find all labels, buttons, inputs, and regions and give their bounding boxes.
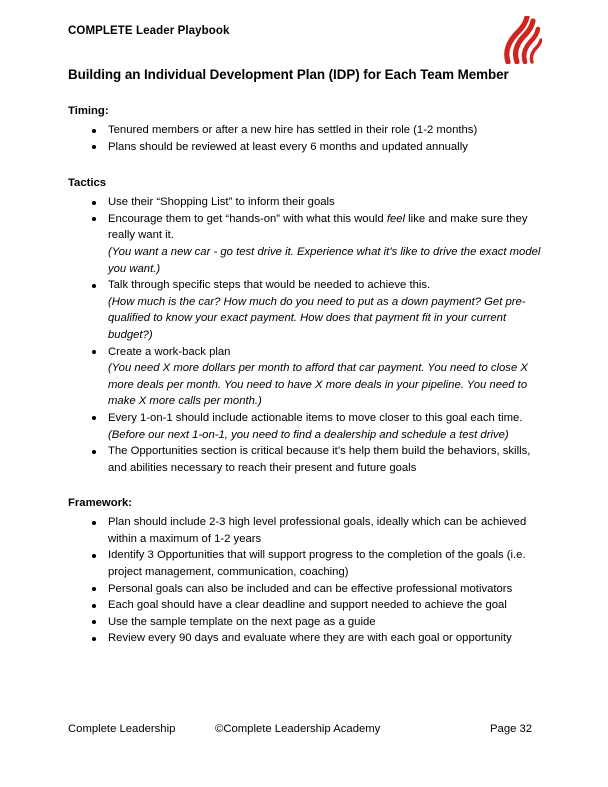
list-item [68, 547, 542, 580]
list-item [68, 630, 542, 647]
list-item-text: Every 1-on-1 should include actionable items to move closer to this goal each time. [108, 411, 523, 424]
section-heading-timing: Timing: [68, 105, 109, 117]
list-item [68, 410, 542, 443]
list-item-text: Tenured members or after a new hire has settled in their role (1-2 months) [108, 124, 478, 136]
list-item [68, 139, 542, 156]
list-item-note: (You need X more dollars per month to afford that car payment. You need to close X more deals per month. You need to have X more deals in your pipeline. You need to make X more calls per month.) [108, 362, 528, 408]
list-item [68, 277, 542, 343]
section-heading-tactics: Tactics [68, 177, 107, 190]
list-item-text: Identify 3 Opportunities that will support progress to the completion of the goals (i.e. project management, communication, coaching) [108, 549, 526, 579]
document-footer [0, 721, 608, 739]
list-item-text: Talk through specific steps that would be needed to achieve this. [108, 279, 431, 292]
list-item [68, 614, 542, 631]
list-item-text: Create a work-back plan [108, 345, 231, 358]
section-framework [68, 496, 542, 647]
document-body [68, 104, 542, 647]
spacer [68, 476, 542, 496]
list-item-text: Use their “Shopping List” to inform their goals [108, 196, 335, 209]
list-item-text: Plan should include 2-3 high level professional goals, ideally which can be achieved within a maximum of 1-2 years [108, 516, 527, 545]
list-item-text: Use the sample template on the next page as a guide [108, 615, 376, 628]
list-item-emphasis: feel [386, 212, 406, 225]
footer-page-number: Page 32 [490, 723, 533, 735]
list-item-text-post: like and make sure they really want it. [108, 212, 528, 242]
list-item [68, 122, 542, 139]
page-title: Building an Individual Development Plan (IDP) for Each Team Member [68, 67, 509, 82]
footer-copyright: ©Complete Leadership Academy [215, 723, 381, 735]
list-item [68, 194, 542, 211]
list-item [68, 344, 542, 410]
list-item-text-pre: Encourage them to get “hands-on” with what this would [108, 212, 387, 225]
list-item-text: Personal goals can also be included and can be effective professional motivators [108, 582, 513, 595]
footer-left: Complete Leadership [68, 723, 176, 735]
section-timing [68, 104, 542, 155]
list-item-text: Plans should be reviewed at least every 6 months and updated annually [108, 140, 468, 153]
tactics-list [68, 194, 542, 476]
list-item [68, 581, 542, 598]
section-heading-framework: Framework: [68, 497, 133, 510]
timing-list [68, 122, 542, 155]
spacer [68, 155, 542, 176]
list-item-note: (Before our next 1-on-1, you need to find a dealership and schedule a test drive) [108, 428, 509, 441]
list-item-text: Review every 90 days and evaluate where they are with each goal or opportunity [108, 632, 512, 645]
list-item-text: Each goal should have a clear deadline and support needed to achieve the goal [108, 599, 507, 612]
list-item [68, 514, 542, 547]
list-item [68, 211, 542, 277]
flame-logo [498, 16, 542, 64]
list-item-text: The Opportunities section is critical because it’s help them build the behaviors, skills, and abilities necessary to reach their present and future goals [108, 445, 531, 474]
list-item-note: (You want a new car - go test drive it. Experience what it’s like to drive the exact model you want.) [108, 245, 541, 275]
list-item-note: (How much is the car? How much do you need to put as a down payment? Get pre-qualified to know your exact payment. How does that payment fit in your current budget?) [108, 295, 526, 341]
list-item [68, 597, 542, 614]
list-item [68, 443, 542, 476]
framework-list [68, 514, 542, 647]
section-tactics [68, 176, 542, 476]
document-kicker: COMPLETE Leader Playbook [68, 25, 230, 37]
